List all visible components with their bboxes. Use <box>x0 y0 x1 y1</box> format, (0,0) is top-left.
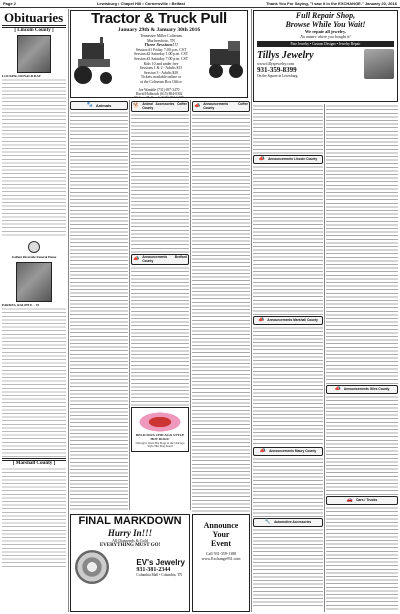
classified-listings <box>326 506 398 610</box>
hot-dog-ad <box>131 407 189 451</box>
tillys-headline-1: Full Repair Shop, <box>295 11 356 20</box>
tickets-line-2: at the Coliseum Box Office <box>140 79 182 84</box>
megaphone-icon: 📣 <box>194 103 201 110</box>
obituary-name-1: LOCKER, DONALD RAY <box>2 73 41 78</box>
obituary-name-2: PARKES, RALPH E. - 91 <box>2 302 40 307</box>
column-divider <box>190 100 191 510</box>
classified-listings <box>326 104 398 384</box>
markdown-hurry: Hurry In!!! <box>107 528 153 538</box>
obituary-text-1 <box>2 78 66 238</box>
obituary-text-2 <box>2 307 66 457</box>
obituary-photo-2 <box>16 262 52 302</box>
obituaries-title: Obituaries <box>4 10 64 25</box>
classified-listings <box>192 113 250 512</box>
page-label: Page 2 <box>3 1 16 6</box>
announce-line-1: Announce <box>203 521 239 530</box>
hot-dog-heading: DELICIOUS CHICAGO STYLE HOT DOGS! <box>135 433 185 441</box>
session-3: Session #3 Saturday 7:00 p.m. CST <box>133 56 189 61</box>
announce-line-2: Your <box>212 530 230 539</box>
announce-line-3: Event <box>211 539 231 548</box>
dog-icon: 🐕 <box>133 103 140 110</box>
tillys-web[interactable]: www.tillysjewelry.com <box>257 61 295 66</box>
classified-listings <box>253 165 323 315</box>
obituary-text-3 <box>2 467 66 567</box>
obituary-photo-1 <box>17 35 51 73</box>
venue-line-1: Tennessee Miller Coliseum <box>140 34 182 38</box>
classified-listings <box>131 113 189 253</box>
classifieds-column-3 <box>192 100 250 512</box>
tillys-location: On the Square in Lewisburg <box>257 74 298 78</box>
classified-listings <box>253 326 323 446</box>
contact-3 <box>71 96 247 98</box>
car-icon: 🚗 <box>346 497 353 503</box>
markdown-everything: EVERYTHING MUST GO! <box>99 543 161 548</box>
session-1: Session #1 Friday 7:00 p.m. CST <box>135 47 187 52</box>
category-cars-trucks: 🚗 Cars / Trucks <box>326 496 398 505</box>
tillys-matter: No matter where you bought it! <box>300 34 351 39</box>
obituaries-column <box>2 10 66 612</box>
megaphone-icon: 📣 <box>334 386 341 392</box>
paw-icon: 🐾 <box>86 102 93 108</box>
tickets-line-1: Tickets available online or <box>140 75 182 80</box>
classified-listings <box>253 104 323 154</box>
announce-phone: Call 931-359-1188 <box>205 551 237 556</box>
category-announcements-lincoln: 📣 Announcements Lincoln County <box>253 155 323 164</box>
kids-free: Kids 10 and under free <box>143 61 179 66</box>
jeweler-photo <box>364 49 394 79</box>
paper-name: Lewisburg • Chapel Hill • Cornersville • Belfast <box>96 1 185 6</box>
announce-event-ad <box>192 514 250 612</box>
classifieds-column-5 <box>326 104 398 610</box>
category-announcements-giles: 📣 Announcements Giles County <box>326 385 398 394</box>
category-animals: 🐾 Animals <box>70 101 128 110</box>
column-divider <box>129 100 130 510</box>
megaphone-icon: 📣 <box>258 156 266 162</box>
tillys-headline-2: Browse While You Wait! <box>285 20 366 29</box>
markdown-sub: All Diamonds & Gold <box>112 538 148 543</box>
column-divider <box>68 9 69 612</box>
markdown-title: FINAL MARKDOWN <box>78 515 182 527</box>
tractor-pull-ad <box>70 10 248 98</box>
tillys-services: Fine Jewelry • Custom Designs • Jewelry Repair <box>257 41 394 47</box>
tractor-pull-dates: January 29th & January 30th 2016 <box>117 27 201 33</box>
category-announcements-maury: 📣 Announcements Maury County <box>253 447 323 456</box>
tillys-name: Tillys Jewelry <box>257 50 314 61</box>
evs-address: Columbia Mall • Columbia, TN <box>136 572 183 577</box>
contact-1: Joe Wamble (731) 697-3470 <box>138 88 180 92</box>
session3-price: Session 3 - Adults $20 <box>143 70 179 75</box>
tillys-repair: We repair all jewelry. <box>304 29 347 34</box>
three-sessions: Three Sessions!!! <box>144 42 178 48</box>
tillys-jewelry-ad <box>253 10 398 102</box>
page-header <box>0 0 400 8</box>
megaphone-icon: 📣 <box>259 448 267 454</box>
classified-listings <box>70 111 128 511</box>
category-animal-accessories: 🐕 Animal Accessories Coffee County <box>131 101 189 112</box>
final-markdown-ad <box>70 514 190 612</box>
truck-image <box>206 35 246 87</box>
venue-line-2: Murfreesboro, TN <box>147 38 175 43</box>
session-2: Session #2 Saturday 1:00 p.m. CST <box>133 52 189 57</box>
county-label-marshall: [ Marshall County ] <box>12 461 56 467</box>
classified-listings <box>131 266 189 406</box>
column-divider <box>251 9 252 612</box>
category-announcements-marshall: 📣 Announcements Marshall County <box>253 316 323 325</box>
funeral-home-logo <box>2 241 66 253</box>
wrench-icon: 🔧 <box>264 519 272 525</box>
classified-listings <box>253 528 323 608</box>
hot-dog-image <box>134 410 186 434</box>
hot-dog-body: Chicago's Own Hot Dogs at the Chicago Style Hot Dog Stand <box>135 440 185 449</box>
jewelry-image <box>75 550 109 584</box>
evs-name: EV's Jewelry <box>136 557 185 567</box>
category-automotive-accessories: 🔧 Automotive Accessories <box>253 518 323 527</box>
contact-2: David Holbrook (615) 804-0302 <box>135 92 183 97</box>
sessions-price: Sessions 1 & 2 - Adults $15 <box>139 66 183 71</box>
megaphone-icon: 📣 <box>258 317 265 323</box>
date-line: Thank You For Saying, "I saw it in the EXCHANGE." January 20, 2016 <box>265 1 397 6</box>
megaphone-icon: 📣 <box>133 256 140 263</box>
category-announcements-coffee: 📣 Announcements Coffee County <box>192 101 250 112</box>
tractor-image <box>72 35 116 87</box>
announce-web[interactable]: www.Exchange931.com <box>201 556 241 561</box>
classified-listings <box>326 395 398 495</box>
county-label-lincoln: [ Lincoln County ] <box>14 28 54 33</box>
evs-phone: 931-381-2344 <box>136 566 171 573</box>
tillys-phone: 931-359-8399 <box>257 66 297 74</box>
column-divider <box>324 104 325 612</box>
funeral-home-name: Gallant Riverside Funeral Home <box>11 255 57 260</box>
classifieds-column-2 <box>131 100 189 512</box>
classifieds-column-4 <box>253 104 323 610</box>
tractor-pull-title: Tractor & Truck Pull <box>91 10 227 27</box>
classifieds-column-1 <box>70 100 128 512</box>
classified-listings <box>253 457 323 517</box>
category-announcements-bedford: 📣 Announcements Bedford County <box>131 254 189 265</box>
